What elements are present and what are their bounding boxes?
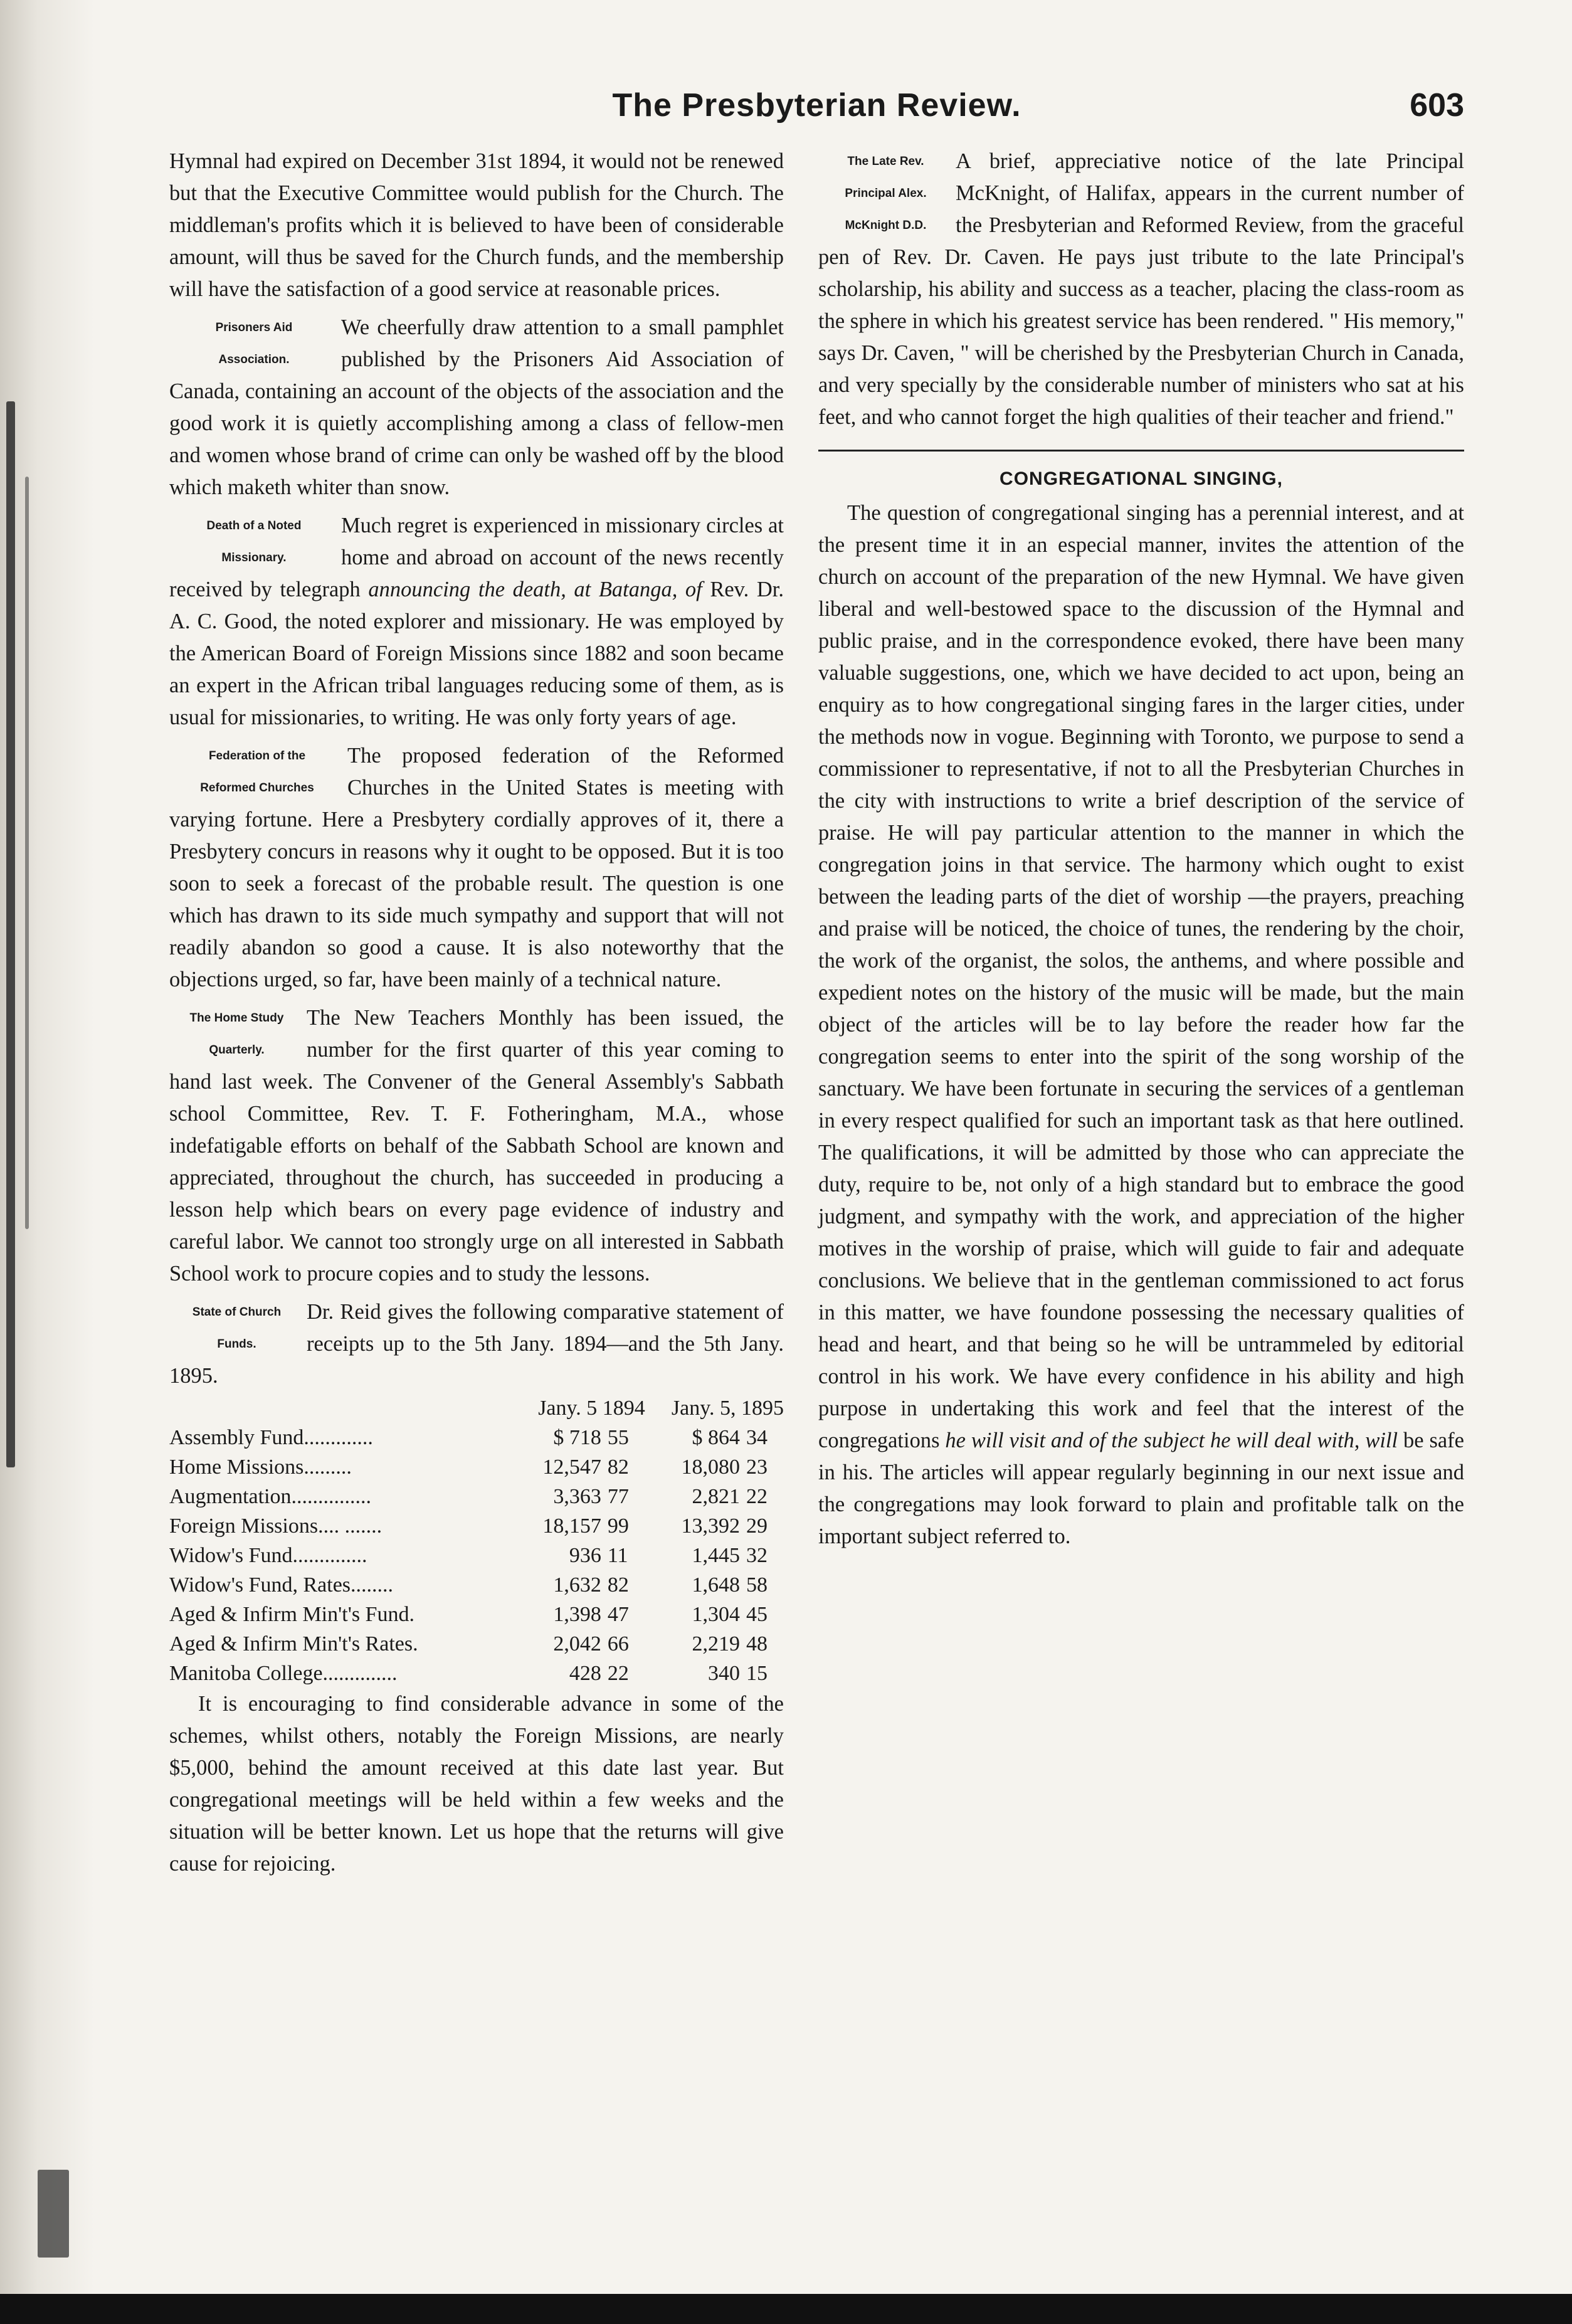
scan-smudge [25, 477, 29, 1229]
page-header [169, 87, 1464, 130]
amount-1895-cents: 34 [746, 1426, 768, 1449]
amount-1894-dollars: 12,547 [542, 1455, 601, 1479]
amount-1895-dollars: 13,392 [681, 1514, 740, 1538]
funds-table-row [169, 1511, 784, 1541]
home-study-paragraph [169, 1002, 784, 1290]
amount-1895-cents: 48 [746, 1632, 768, 1656]
marginal-note-line: Federation of the [208, 749, 306, 763]
fund-name-cell: Home Missions......... [169, 1455, 352, 1479]
marginal-note-line: Prisoners Aid [215, 321, 293, 334]
publication-title: The Presbyterian Review. [612, 87, 1021, 124]
amount-1895-dollars: $ 864 [692, 1426, 740, 1449]
right-column [818, 145, 1464, 1553]
amount-1895-dollars: 1,304 [692, 1603, 740, 1626]
singing-text-a: The question of congregational singing has a perennial interest, and at the present time it in an especial manner, invites the attention of the church on account of the preparation of the new Hymnal. We have given liberal and well-bestowed space to the discussion of the Hymnal and public praise, and in the correspondence evoked, there have been many valuable suggestions, one, which we have decided to act upon, being an enquiry as to how congregational singing fares in the larger cities, under the methods now in vogue. Beginning with Toronto, we purpose to send a commissioner to representative, if not to all the Presbyterian Churches in the city with instructions to write a brief description of the service of praise. He will pay particular attention to the manner in which the congregation joins in that service. The harmony which ought to exist between the leading parts of the diet of worship —the prayers, preaching and praise will be noticed, the choice of tunes, the rendering by the choir, the work of the organist, the solos, the anthems, and where possible and expedient notes on the history of the music will be made, but the main object of the articles will be to lay before the reader how far the congregation seems to enter into the spirit of the song worship of the sanctuary. We have been fortunate in securing the services of a gentleman in every respect qualified for such an important task as that here outlined. The qualifications, it will be admitted by those who can appreciate the duty, require to be, not only of a high standard but to embrace the good judgment, and sympathy with the work, and appreciation of the higher motives in the worship of praise, which will guide to fair and adequate conclusions. We believe that in the gentleman commissioned to act forus in this matter, we have foundone possessing the necessary qualities of head and heart, and that being so he will be untrammeled by editorial control in his work. We have every confidence in his ability and high purpose in undertaking this work and feel that the interest of the congregations [818, 501, 1464, 1452]
amount-1895-cents: 23 [746, 1455, 768, 1479]
death-missionary-paragraph [169, 510, 784, 734]
amount-1894-dollars: 428 [569, 1662, 601, 1685]
hymnal-paragraph: Hymnal had expired on December 31st 1894, it would not be renewed but that the Executive Committee would publish for the Church. The middleman's profits which it is believed to have been of considerable amount, will thus be saved for the Church funds, and the membership will have the satisfaction of a good service at reasonable prices. [169, 149, 784, 301]
fund-name-cell: Manitoba College.............. [169, 1662, 398, 1685]
marginal-note-line: The Late Rev. [847, 155, 924, 168]
funds-intro-paragraph [169, 1296, 784, 1392]
funds-table-row [169, 1482, 784, 1511]
funds-intro-text: Dr. Reid gives the following comparative statement of receipts up to the 5th Jany. 1894—and the 5th Jany. 1895. [169, 1300, 784, 1388]
funds-table-row [169, 1423, 784, 1452]
death-text-italic: announcing the death, at Batanga, of [368, 578, 702, 601]
amount-1895-cents: 45 [746, 1603, 768, 1626]
marginal-note-federation [169, 740, 345, 804]
marginal-note-funds [169, 1296, 304, 1360]
section-divider [818, 450, 1464, 452]
mcknight-paragraph [818, 145, 1464, 433]
amount-1894-dollars: 1,632 [553, 1573, 601, 1597]
fund-name-cell: Widow's Fund.............. [169, 1544, 367, 1567]
mcknight-text: A brief, appreciative notice of the late Principal McKnight, of Halifax, appears in the current number of the Presbyterian and Reformed Review, from the graceful pen of Rev. Dr. Caven. He pays just tribute to the late Principal's scholarship, his ability and success as a teacher, placing the class-room as the sphere in which his greatest service has been rendered. " His memory," says Dr. Caven, " will be cherished by the Presbyterian Church in Canada, and very specially by the considerable number of ministers who sat at his feet, and who cannot forget the high qualities of their teacher and friend." [818, 149, 1464, 429]
marginal-note-line: Principal Alex. [845, 187, 927, 200]
fund-name-cell: Augmentation............... [169, 1485, 372, 1508]
amount-1894-dollars: $ 718 [553, 1426, 601, 1449]
funds-table-row [169, 1629, 784, 1659]
amount-1895-dollars: 2,219 [692, 1632, 740, 1656]
amount-1894-cents: 66 [607, 1632, 629, 1656]
funds-table-row [169, 1659, 784, 1688]
amount-1894-cents: 11 [607, 1544, 628, 1567]
amount-1895-dollars: 340 [708, 1662, 740, 1685]
funds-table-row [169, 1541, 784, 1570]
amount-1894-dollars: 1,398 [553, 1603, 601, 1626]
marginal-note-line: Association. [218, 353, 290, 366]
death-text-b: Rev. Dr. A. C. Good, the noted explorer and missionary. He was employed by the American Board of Foreign Missions since 1882 and soon became an expert in the African tribal languages reducing some of them, as is usual for missionaries, to writing. He was only forty years of age. [169, 578, 784, 729]
funds-table-header-row [169, 1393, 784, 1423]
prisoners-aid-text: We cheerfully draw attention to a small pamphlet published by the Prisoners Aid Association of Canada, containing an account of the objects of the association and the good work it is quietly accomplishing among a class of fellow-men and women whose brand of crime can only be washed off by the blood which maketh whiter than snow. [169, 315, 784, 499]
scan-edge-shadow [0, 0, 94, 2324]
amount-1894-cents: 82 [607, 1573, 629, 1597]
marginal-note-home-study [169, 1002, 304, 1066]
marginal-note-death [169, 510, 339, 574]
amount-1894-dollars: 18,157 [542, 1514, 601, 1538]
amount-1894-cents: 82 [607, 1455, 629, 1479]
funds-table-row [169, 1452, 784, 1482]
scan-bottom-noise [0, 2269, 1572, 2294]
scan-smudge [6, 401, 15, 1467]
fund-name-cell: Foreign Missions.... ....... [169, 1514, 382, 1538]
marginal-note-line: Reformed Churches [200, 781, 314, 795]
fund-name-cell: Aged & Infirm Min't's Rates. [169, 1632, 418, 1656]
federation-text: The proposed federation of the Reformed Churches in the United States is meeting with varying fortune. Here a Presbytery cordially approves of it, there a Presbytery concurs in reasons why it ought to be opposed. But it is too soon to seek a forecast of the probable result. The question is one which has drawn to its side much sympathy and support that will not readily abandon so good a cause. It is also noteworthy that the objections urged, so far, have been mainly of a technical nature. [169, 744, 784, 991]
amount-1894-dollars: 2,042 [553, 1632, 601, 1656]
funds-header-1895: Jany. 5, 1895 [671, 1397, 784, 1420]
marginal-note-line: The Home Study [189, 1011, 284, 1025]
singing-text-italic: he will visit and of the subject he will deal with, will [945, 1429, 1398, 1452]
federation-paragraph [169, 740, 784, 996]
amount-1895-dollars: 1,445 [692, 1544, 740, 1567]
marginal-note-mcknight [818, 145, 953, 241]
amount-1895-cents: 29 [746, 1514, 768, 1538]
funds-table-row [169, 1570, 784, 1600]
marginal-note-line: State of Church [192, 1306, 282, 1319]
death-text-a: Much regret is experienced in missionary circles at home and abroad on account of the news recently received by telegraph [169, 514, 784, 601]
funds-table [169, 1393, 784, 1688]
marginal-note-prisoners [169, 312, 339, 376]
left-column [169, 145, 784, 1880]
amount-1894-cents: 55 [607, 1426, 629, 1449]
singing-text-b: be safe in his. The articles will appear regularly beginning in our next issue and the congregations may look forward to plain and profitable talk on the important subject referred to. [818, 1429, 1464, 1548]
funds-header-1894: Jany. 5 1894 [538, 1397, 645, 1420]
marginal-note-line: Quarterly. [209, 1043, 265, 1057]
amount-1895-cents: 58 [746, 1573, 768, 1597]
marginal-note-line: McKnight D.D. [845, 219, 927, 232]
fund-name-cell: Widow's Fund, Rates........ [169, 1573, 394, 1597]
amount-1895-cents: 32 [746, 1544, 768, 1567]
funds-header-blank [169, 1393, 514, 1423]
amount-1894-dollars: 3,363 [553, 1485, 601, 1508]
scan-smudge [38, 2170, 69, 2258]
amount-1894-cents: 99 [607, 1514, 629, 1538]
amount-1895-dollars: 18,080 [681, 1455, 740, 1479]
scan-bottom-border [0, 2294, 1572, 2324]
amount-1895-dollars: 1,648 [692, 1573, 740, 1597]
amount-1895-cents: 15 [746, 1662, 768, 1685]
amount-1894-dollars: 936 [569, 1544, 601, 1567]
amount-1894-cents: 22 [607, 1662, 629, 1685]
amount-1895-dollars: 2,821 [692, 1485, 740, 1508]
amount-1894-cents: 47 [607, 1603, 629, 1626]
marginal-note-line: Funds. [217, 1338, 256, 1351]
congregational-singing-heading: CONGREGATIONAL SINGING, [1000, 468, 1283, 489]
amount-1894-cents: 77 [607, 1485, 629, 1508]
funds-closing-paragraph: It is encouraging to find considerable advance in some of the schemes, whilst others, notably the Foreign Missions, are nearly $5,000, behind the amount received at this date last year. But congregational meetings will be held within a few weeks and the situation will be better known. Let us hope that the returns will give cause for rejoicing. [169, 1692, 784, 1876]
marginal-note-line: Missionary. [221, 551, 287, 564]
marginal-note-line: Death of a Noted [206, 519, 302, 532]
fund-name-cell: Aged & Infirm Min't's Fund. [169, 1603, 414, 1626]
funds-table-row [169, 1600, 784, 1629]
page-number: 603 [1410, 87, 1464, 124]
amount-1895-cents: 22 [746, 1485, 768, 1508]
prisoners-aid-paragraph [169, 312, 784, 504]
home-study-text: The New Teachers Monthly has been issued, the number for the first quarter of this year coming to hand last week. The Convener of the General Assembly's Sabbath school Committee, Rev. T. F. Fotheringham, M.A., whose indefatigable efforts on behalf of the Sabbath School are known and appreciated, throughout the church, has succeeded in producing a lesson help which bears on every page evidence of industry and careful labor. We cannot too strongly urge on all interested in Sabbath School work to procure copies and to study the lessons. [169, 1006, 784, 1286]
congregational-singing-paragraph [818, 497, 1464, 1553]
funds-table-body [169, 1423, 784, 1688]
fund-name-cell: Assembly Fund............. [169, 1426, 373, 1449]
